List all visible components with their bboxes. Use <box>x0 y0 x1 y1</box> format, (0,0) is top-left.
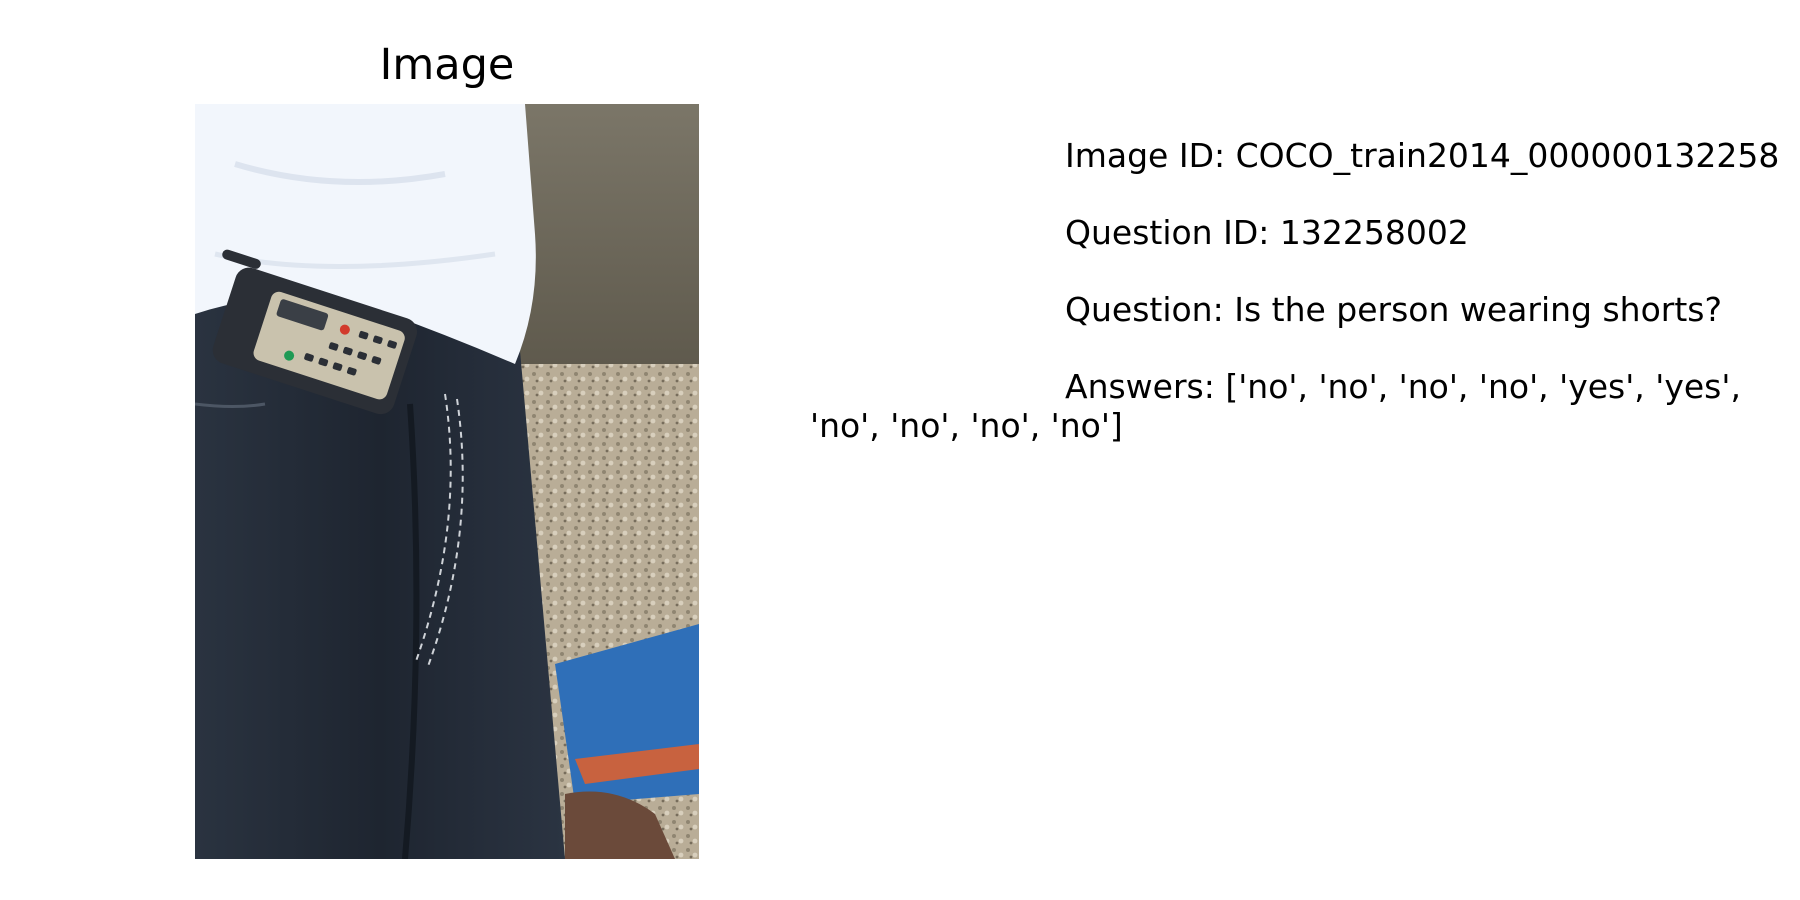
image-id-value: COCO_train2014_000000132258 <box>1235 136 1780 175</box>
image-id-label: Image ID: <box>1065 136 1236 175</box>
image-id-line <box>1065 136 1779 176</box>
answers-line <box>810 367 1790 445</box>
question-id-value: 132258002 <box>1279 213 1469 252</box>
question-line <box>1065 290 1722 330</box>
question-value: Is the person wearing shorts? <box>1234 290 1722 329</box>
answers-value: ['no', 'no', 'no', 'no', 'yes', 'yes', 'no', 'no', 'no', 'no'] <box>810 367 1741 445</box>
question-id-label: Question ID: <box>1065 213 1280 252</box>
question-id-line <box>1065 213 1469 253</box>
image-panel-title: Image <box>379 40 515 90</box>
answers-label: Answers: <box>1065 367 1226 406</box>
question-label: Question: <box>1065 290 1235 329</box>
photo-illustration <box>195 104 699 859</box>
photo <box>195 104 699 859</box>
